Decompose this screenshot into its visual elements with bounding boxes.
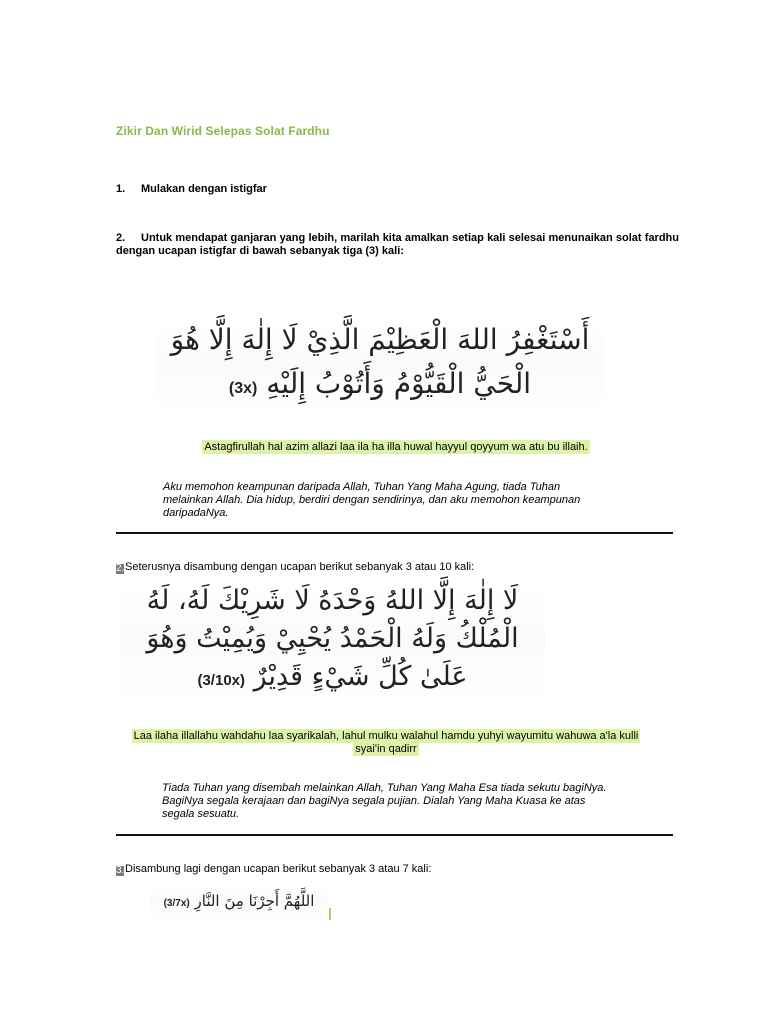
dua-2-arabic-line-1: لَا إِلٰهَ إِلَّا اللهُ وَحْدَهُ لَا شَرِيْكَ لَهُ، لَهُ	[146, 585, 519, 616]
section-2-heading	[116, 561, 676, 574]
dua-1-arabic-line-2: الْحَيُّ الْقَيُّوْمُ وَأَتُوْبُ إِلَيْهِ (3x)	[228, 367, 532, 400]
section-2-number: 2.	[116, 563, 125, 574]
dua-2-transliteration-block	[126, 730, 646, 756]
dua-1-transliteration: Astagfirullah hal azim allazi laa ila ha illa huwal hayyul qoyyum wa atu bu illaih.	[204, 441, 588, 453]
divider	[116, 532, 673, 534]
dua-1-arabic-image	[155, 318, 605, 414]
dua-2-count: (3/10x)	[197, 672, 245, 689]
item-1	[116, 183, 676, 196]
dua-3-arabic: اللَّهُمَّ أَجِرْنَا مِنَ النَّارِ	[194, 892, 315, 910]
item-1-text: Mulakan dengan istigfar	[141, 183, 267, 195]
section-3-heading	[116, 863, 676, 876]
dua-3-arabic-image	[150, 884, 328, 920]
text-cursor	[329, 908, 331, 920]
dua-2-arabic-line-3: عَلَىٰ كُلِّ شَيْءٍ قَدِيْرٌ (3/10x)	[197, 661, 468, 692]
dua-2-meaning: Tiada Tuhan yang disembah melainkan Allah, Tuhan Yang Maha Esa tiada sekutu bagiNya. BagiNya segala kerajaan dan bagiNya segala pujian. Dialah Yang Maha Kuasa ke atas segala sesuatu.	[162, 782, 607, 820]
section-3-number: 3.	[116, 865, 125, 876]
item-2-text: Untuk mendapat ganjaran yang lebih, marilah kita amalkan setiap kali selesai menunaikan solat fardhu dengan ucapan istigfar di bawah sebanyak tiga (3) kali:	[116, 232, 679, 257]
item-2-number: 2.	[116, 232, 126, 244]
dua-2-transliteration: Laa ilaha illallahu wahdahu laa syarikalah, lahul mulku walahul hamdu yuhyi wayumitu wahuwa a'la kulli syai'in qadirr	[133, 730, 639, 755]
dua-1-arabic-line-1: أَسْتَغْفِرُ اللهَ الْعَظِيْمَ الَّذِيْ لَا إِلٰهَ إِلَّا هُوَ	[170, 323, 590, 356]
divider	[116, 834, 673, 836]
section-3-text: Disambung lagi dengan ucapan berikut sebanyak 3 atau 7 kali:	[125, 863, 432, 875]
dua-1-count: (3x)	[228, 380, 258, 397]
item-1-number: 1.	[116, 183, 126, 195]
page-title: Zikir Dan Wirid Selepas Solat Fardhu	[116, 124, 330, 138]
dua-1-meaning: Aku memohon keampunan daripada Allah, Tuhan Yang Maha Agung, tiada Tuhan melainkan Allah. Dia hidup, berdiri dengan sendirinya, dan aku memohon keampunan daripadaNya.	[163, 481, 581, 519]
dua-3-count: (3/7x)	[163, 898, 190, 909]
dua-2-arabic-image	[120, 582, 545, 700]
item-2	[116, 232, 679, 258]
dua-1-transliteration-block	[116, 441, 676, 454]
dua-2-arabic-line-2: الْمُلْكُ وَلَهُ الْحَمْدُ يُحْيِيْ وَيُمِيْتُ وَهُوَ	[146, 623, 519, 654]
section-2-text: Seterusnya disambung dengan ucapan berikut sebanyak 3 atau 10 kali:	[125, 561, 475, 573]
